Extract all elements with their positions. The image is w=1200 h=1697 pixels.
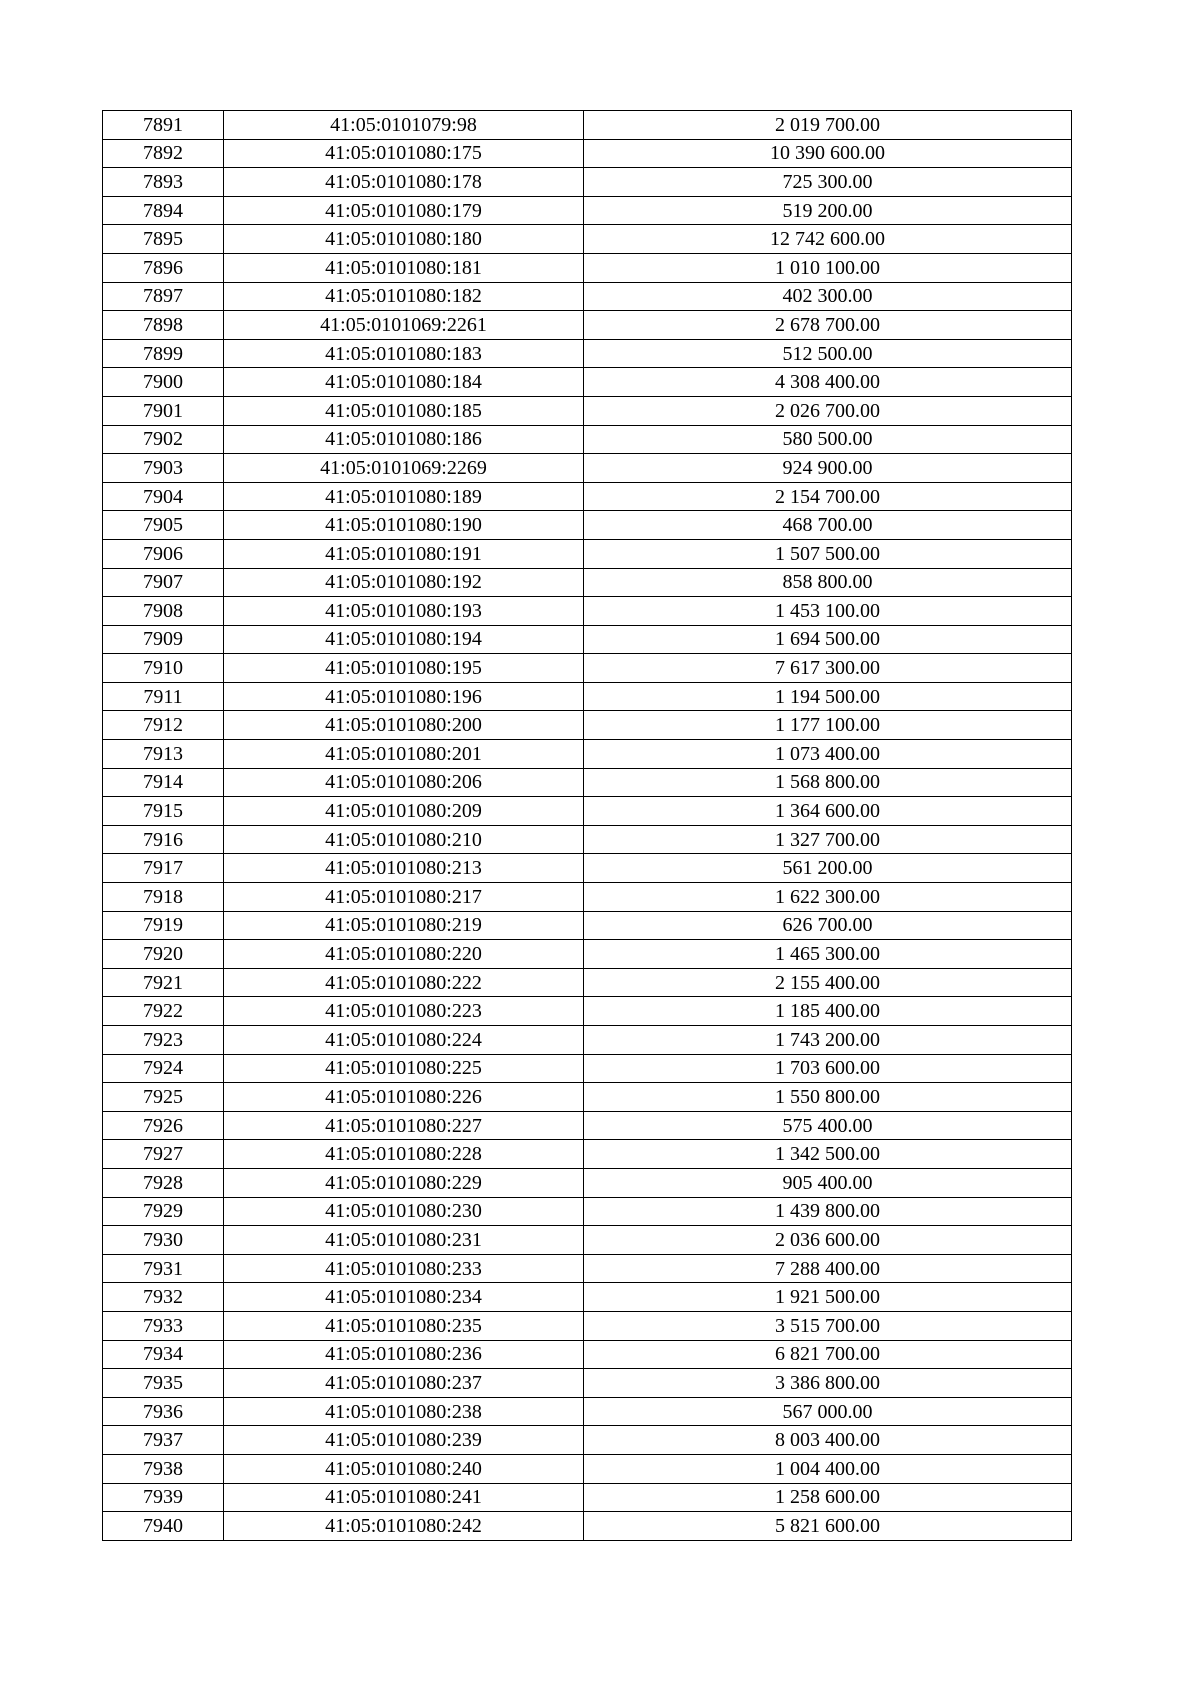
- cadastral-value-cell: 725 300.00: [584, 168, 1072, 197]
- cadastral-number-cell: 41:05:0101080:229: [224, 1168, 584, 1197]
- cadastral-value-cell: 575 400.00: [584, 1111, 1072, 1140]
- row-number-cell: 7936: [103, 1397, 224, 1426]
- table-row: [103, 1369, 1072, 1398]
- cadastral-value-cell: 5 821 600.00: [584, 1512, 1072, 1541]
- row-number-cell: 7938: [103, 1454, 224, 1483]
- table-row: [103, 511, 1072, 540]
- cadastral-value-cell: 1 185 400.00: [584, 997, 1072, 1026]
- cadastral-number-cell: 41:05:0101080:228: [224, 1140, 584, 1169]
- cadastral-number-cell: 41:05:0101080:237: [224, 1369, 584, 1398]
- cadastral-value-cell: 2 155 400.00: [584, 968, 1072, 997]
- table-row: [103, 425, 1072, 454]
- row-number-cell: 7939: [103, 1483, 224, 1512]
- row-number-cell: 7930: [103, 1226, 224, 1255]
- table-row: [103, 253, 1072, 282]
- row-number-cell: 7905: [103, 511, 224, 540]
- table-row: [103, 282, 1072, 311]
- row-number-cell: 7902: [103, 425, 224, 454]
- cadastral-value-cell: 2 678 700.00: [584, 311, 1072, 340]
- cadastral-number-cell: 41:05:0101080:192: [224, 568, 584, 597]
- cadastral-number-cell: 41:05:0101080:194: [224, 625, 584, 654]
- cadastral-number-cell: 41:05:0101080:206: [224, 768, 584, 797]
- row-number-cell: 7907: [103, 568, 224, 597]
- cadastral-number-cell: 41:05:0101080:230: [224, 1197, 584, 1226]
- cadastral-value-cell: 1 694 500.00: [584, 625, 1072, 654]
- table-row: [103, 396, 1072, 425]
- table-row: [103, 1197, 1072, 1226]
- cadastral-value-cell: 1 703 600.00: [584, 1054, 1072, 1083]
- table-body: [103, 111, 1072, 1541]
- cadastral-number-cell: 41:05:0101080:190: [224, 511, 584, 540]
- row-number-cell: 7920: [103, 940, 224, 969]
- cadastral-value-cell: 561 200.00: [584, 854, 1072, 883]
- table-row: [103, 997, 1072, 1026]
- cadastral-number-cell: 41:05:0101080:235: [224, 1311, 584, 1340]
- cadastral-value-cell: 1 550 800.00: [584, 1083, 1072, 1112]
- table-row: [103, 1026, 1072, 1055]
- table-row: [103, 482, 1072, 511]
- row-number-cell: 7906: [103, 539, 224, 568]
- cadastral-number-cell: 41:05:0101080:217: [224, 883, 584, 912]
- row-number-cell: 7911: [103, 682, 224, 711]
- table-row: [103, 1512, 1072, 1541]
- table-row: [103, 1454, 1072, 1483]
- cadastral-value-cell: 2 026 700.00: [584, 396, 1072, 425]
- row-number-cell: 7917: [103, 854, 224, 883]
- table-row: [103, 625, 1072, 654]
- cadastral-number-cell: 41:05:0101080:220: [224, 940, 584, 969]
- cadastral-number-cell: 41:05:0101080:200: [224, 711, 584, 740]
- cadastral-number-cell: 41:05:0101080:225: [224, 1054, 584, 1083]
- cadastral-value-cell: 1 073 400.00: [584, 740, 1072, 769]
- cadastral-value-cell: 1 004 400.00: [584, 1454, 1072, 1483]
- cadastral-number-cell: 41:05:0101080:224: [224, 1026, 584, 1055]
- cadastral-value-cell: 2 019 700.00: [584, 111, 1072, 140]
- row-number-cell: 7925: [103, 1083, 224, 1112]
- cadastral-value-cell: 1 010 100.00: [584, 253, 1072, 282]
- cadastral-value-cell: 1 342 500.00: [584, 1140, 1072, 1169]
- table-row: [103, 682, 1072, 711]
- table-row: [103, 883, 1072, 912]
- row-number-cell: 7940: [103, 1512, 224, 1541]
- table-row: [103, 1083, 1072, 1112]
- table-row: [103, 339, 1072, 368]
- row-number-cell: 7935: [103, 1369, 224, 1398]
- cadastral-number-cell: 41:05:0101080:184: [224, 368, 584, 397]
- row-number-cell: 7927: [103, 1140, 224, 1169]
- row-number-cell: 7910: [103, 654, 224, 683]
- cadastral-value-cell: 402 300.00: [584, 282, 1072, 311]
- row-number-cell: 7892: [103, 139, 224, 168]
- row-number-cell: 7912: [103, 711, 224, 740]
- cadastral-value-cell: 2 154 700.00: [584, 482, 1072, 511]
- cadastral-number-cell: 41:05:0101080:210: [224, 825, 584, 854]
- row-number-cell: 7900: [103, 368, 224, 397]
- cadastral-number-cell: 41:05:0101080:179: [224, 196, 584, 225]
- cadastral-value-cell: 10 390 600.00: [584, 139, 1072, 168]
- cadastral-value-cell: 1 453 100.00: [584, 597, 1072, 626]
- table-row: [103, 1111, 1072, 1140]
- cadastral-number-cell: 41:05:0101080:209: [224, 797, 584, 826]
- cadastral-value-cell: 1 465 300.00: [584, 940, 1072, 969]
- row-number-cell: 7903: [103, 454, 224, 483]
- row-number-cell: 7926: [103, 1111, 224, 1140]
- cadastral-number-cell: 41:05:0101080:223: [224, 997, 584, 1026]
- cadastral-value-cell: 512 500.00: [584, 339, 1072, 368]
- cadastral-number-cell: 41:05:0101079:98: [224, 111, 584, 140]
- row-number-cell: 7919: [103, 911, 224, 940]
- table-row: [103, 1311, 1072, 1340]
- cadastral-number-cell: 41:05:0101080:242: [224, 1512, 584, 1541]
- table-row: [103, 797, 1072, 826]
- table-row: [103, 768, 1072, 797]
- cadastral-number-cell: 41:05:0101069:2269: [224, 454, 584, 483]
- table-row: [103, 1426, 1072, 1455]
- cadastral-value-cell: 1 327 700.00: [584, 825, 1072, 854]
- cadastral-value-cell: 858 800.00: [584, 568, 1072, 597]
- row-number-cell: 7908: [103, 597, 224, 626]
- cadastral-value-cell: 626 700.00: [584, 911, 1072, 940]
- cadastral-number-cell: 41:05:0101080:185: [224, 396, 584, 425]
- row-number-cell: 7922: [103, 997, 224, 1026]
- row-number-cell: 7909: [103, 625, 224, 654]
- table-row: [103, 597, 1072, 626]
- table-row: [103, 911, 1072, 940]
- cadastral-value-cell: 1 258 600.00: [584, 1483, 1072, 1512]
- row-number-cell: 7896: [103, 253, 224, 282]
- row-number-cell: 7913: [103, 740, 224, 769]
- table-row: [103, 1054, 1072, 1083]
- cadastral-value-cell: 924 900.00: [584, 454, 1072, 483]
- cadastral-number-cell: 41:05:0101080:240: [224, 1454, 584, 1483]
- cadastral-number-cell: 41:05:0101080:189: [224, 482, 584, 511]
- cadastral-number-cell: 41:05:0101080:180: [224, 225, 584, 254]
- cadastral-number-cell: 41:05:0101080:231: [224, 1226, 584, 1255]
- cadastral-number-cell: 41:05:0101080:191: [224, 539, 584, 568]
- cadastral-value-cell: 3 386 800.00: [584, 1369, 1072, 1398]
- cadastral-number-cell: 41:05:0101080:226: [224, 1083, 584, 1112]
- row-number-cell: 7891: [103, 111, 224, 140]
- row-number-cell: 7916: [103, 825, 224, 854]
- cadastral-number-cell: 41:05:0101080:238: [224, 1397, 584, 1426]
- cadastral-number-cell: 41:05:0101080:227: [224, 1111, 584, 1140]
- cadastral-value-cell: 567 000.00: [584, 1397, 1072, 1426]
- row-number-cell: 7901: [103, 396, 224, 425]
- cadastral-value-cell: 1 364 600.00: [584, 797, 1072, 826]
- table-row: [103, 711, 1072, 740]
- row-number-cell: 7933: [103, 1311, 224, 1340]
- cadastral-value-cell: 1 568 800.00: [584, 768, 1072, 797]
- row-number-cell: 7934: [103, 1340, 224, 1369]
- table-row: [103, 368, 1072, 397]
- cadastral-number-cell: 41:05:0101080:186: [224, 425, 584, 454]
- cadastral-value-cell: 468 700.00: [584, 511, 1072, 540]
- row-number-cell: 7931: [103, 1254, 224, 1283]
- table-row: [103, 139, 1072, 168]
- cadastral-value-cell: 7 288 400.00: [584, 1254, 1072, 1283]
- cadastral-number-cell: 41:05:0101080:196: [224, 682, 584, 711]
- cadastral-value-table: [102, 110, 1072, 1541]
- cadastral-number-cell: 41:05:0101080:241: [224, 1483, 584, 1512]
- table-row: [103, 1483, 1072, 1512]
- row-number-cell: 7928: [103, 1168, 224, 1197]
- cadastral-value-cell: 2 036 600.00: [584, 1226, 1072, 1255]
- table-row: [103, 825, 1072, 854]
- table-row: [103, 940, 1072, 969]
- cadastral-number-cell: 41:05:0101080:195: [224, 654, 584, 683]
- cadastral-number-cell: 41:05:0101069:2261: [224, 311, 584, 340]
- cadastral-value-cell: 905 400.00: [584, 1168, 1072, 1197]
- table-row: [103, 225, 1072, 254]
- cadastral-value-cell: 1 743 200.00: [584, 1026, 1072, 1055]
- cadastral-value-cell: 519 200.00: [584, 196, 1072, 225]
- row-number-cell: 7895: [103, 225, 224, 254]
- cadastral-number-cell: 41:05:0101080:181: [224, 253, 584, 282]
- cadastral-number-cell: 41:05:0101080:183: [224, 339, 584, 368]
- cadastral-value-cell: 1 921 500.00: [584, 1283, 1072, 1312]
- cadastral-value-cell: 7 617 300.00: [584, 654, 1072, 683]
- cadastral-number-cell: 41:05:0101080:219: [224, 911, 584, 940]
- row-number-cell: 7914: [103, 768, 224, 797]
- cadastral-number-cell: 41:05:0101080:222: [224, 968, 584, 997]
- table-row: [103, 111, 1072, 140]
- row-number-cell: 7893: [103, 168, 224, 197]
- cadastral-number-cell: 41:05:0101080:182: [224, 282, 584, 311]
- table-row: [103, 854, 1072, 883]
- row-number-cell: 7937: [103, 1426, 224, 1455]
- cadastral-value-cell: 1 177 100.00: [584, 711, 1072, 740]
- cadastral-value-cell: 1 507 500.00: [584, 539, 1072, 568]
- cadastral-number-cell: 41:05:0101080:193: [224, 597, 584, 626]
- cadastral-number-cell: 41:05:0101080:233: [224, 1254, 584, 1283]
- cadastral-value-cell: 4 308 400.00: [584, 368, 1072, 397]
- table-row: [103, 1340, 1072, 1369]
- table-row: [103, 1254, 1072, 1283]
- table-row: [103, 1226, 1072, 1255]
- cadastral-number-cell: 41:05:0101080:234: [224, 1283, 584, 1312]
- row-number-cell: 7921: [103, 968, 224, 997]
- table-row: [103, 968, 1072, 997]
- row-number-cell: 7932: [103, 1283, 224, 1312]
- table-row: [103, 539, 1072, 568]
- row-number-cell: 7898: [103, 311, 224, 340]
- row-number-cell: 7915: [103, 797, 224, 826]
- row-number-cell: 7923: [103, 1026, 224, 1055]
- cadastral-value-cell: 1 622 300.00: [584, 883, 1072, 912]
- table-row: [103, 568, 1072, 597]
- cadastral-number-cell: 41:05:0101080:178: [224, 168, 584, 197]
- table-row: [103, 1283, 1072, 1312]
- table-row: [103, 1397, 1072, 1426]
- table-row: [103, 1140, 1072, 1169]
- table-row: [103, 311, 1072, 340]
- table-row: [103, 740, 1072, 769]
- cadastral-value-cell: 12 742 600.00: [584, 225, 1072, 254]
- cadastral-value-cell: 6 821 700.00: [584, 1340, 1072, 1369]
- table-row: [103, 168, 1072, 197]
- cadastral-value-cell: 580 500.00: [584, 425, 1072, 454]
- cadastral-number-cell: 41:05:0101080:236: [224, 1340, 584, 1369]
- table-row: [103, 454, 1072, 483]
- cadastral-number-cell: 41:05:0101080:213: [224, 854, 584, 883]
- cadastral-value-cell: 1 439 800.00: [584, 1197, 1072, 1226]
- row-number-cell: 7897: [103, 282, 224, 311]
- row-number-cell: 7904: [103, 482, 224, 511]
- table-row: [103, 1168, 1072, 1197]
- cadastral-value-cell: 1 194 500.00: [584, 682, 1072, 711]
- row-number-cell: 7899: [103, 339, 224, 368]
- cadastral-number-cell: 41:05:0101080:175: [224, 139, 584, 168]
- table-row: [103, 654, 1072, 683]
- row-number-cell: 7894: [103, 196, 224, 225]
- cadastral-number-cell: 41:05:0101080:201: [224, 740, 584, 769]
- cadastral-value-cell: 3 515 700.00: [584, 1311, 1072, 1340]
- row-number-cell: 7929: [103, 1197, 224, 1226]
- table-row: [103, 196, 1072, 225]
- cadastral-value-cell: 8 003 400.00: [584, 1426, 1072, 1455]
- row-number-cell: 7924: [103, 1054, 224, 1083]
- cadastral-number-cell: 41:05:0101080:239: [224, 1426, 584, 1455]
- row-number-cell: 7918: [103, 883, 224, 912]
